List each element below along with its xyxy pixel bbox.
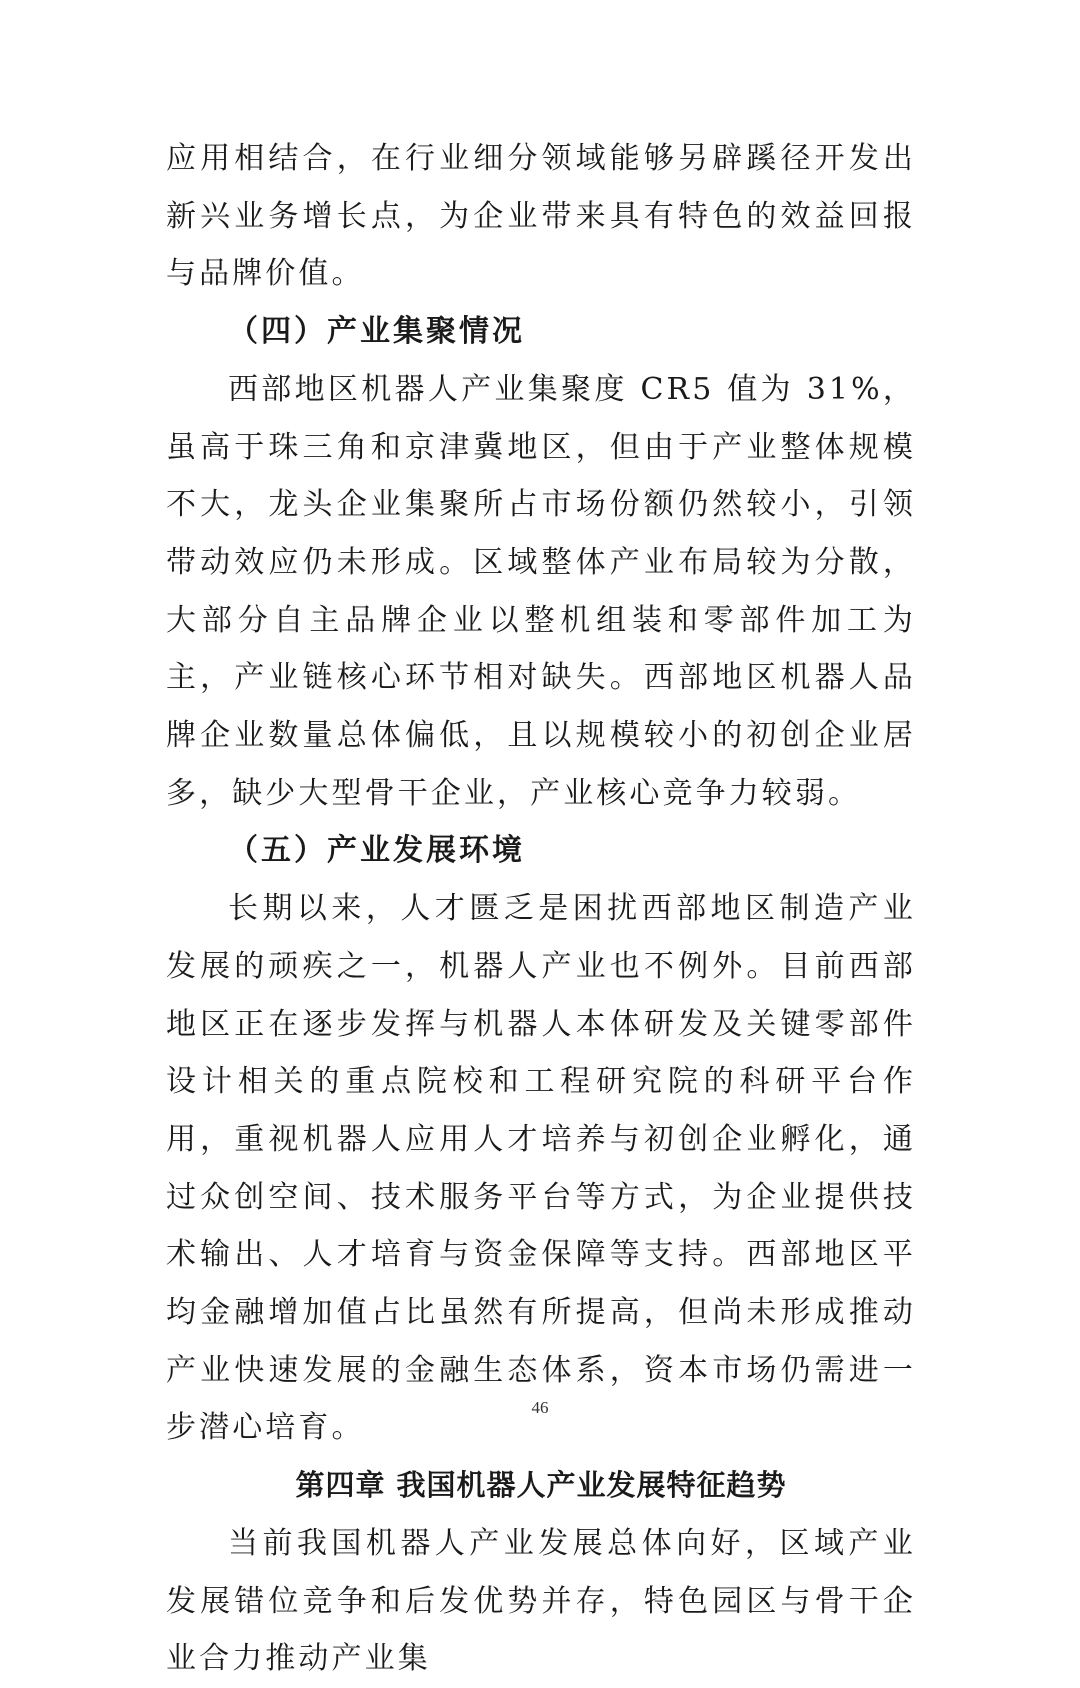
chapter-title: 第四章 我国机器人产业发展特征趋势 — [295, 1468, 787, 1503]
page-body — [166, 130, 916, 1688]
paragraph-continuation: 应用相结合，在行业细分领域能够另辟蹊径开发出新兴业务增长点，为企业带来具有特色的效益回报与品牌价值。 — [166, 141, 916, 292]
paragraph-industry-clustering: 西部地区机器人产业集聚度 CR5 值为 31%，虽高于珠三角和京津冀地区，但由于产业整体规模不大，龙头企业集聚所占市场份额仍然较小，引领带动效应仍未形成。区域整体产业布局较为分散，大部分自主品牌企业以整机组装和零部件加工为主，产业链核心环节相对缺失。西部地区机器人品牌企业数量总体偏低，且以规模较小的初创企业居多，缺少大型骨干企业，产业核心竞争力较弱。 — [166, 371, 916, 811]
section-heading-industry-clustering: （四）产业集聚情况 — [228, 314, 525, 350]
section-heading-development-environment: （五）产业发展环境 — [228, 833, 525, 869]
paragraph-chapter-intro: 当前我国机器人产业发展总体向好，区域产业发展错位竞争和后发优势并存，特色园区与骨干企业合力推动产业集 — [166, 1525, 916, 1677]
paragraph-development-environment: 长期以来，人才匮乏是困扰西部地区制造产业发展的顽疾之一，机器人产业也不例外。目前西部地区正在逐步发挥与机器人本体研发及关键零部件设计相关的重点院校和工程研究院的科研平台作用，重视机器人应用人才培养与初创企业孵化，通过众创空间、技术服务平台等方式，为企业提供技术输出、人才培育与资金保障等支持。西部地区平均金融增加值占比虽然有所提高，但尚未形成推动产业快速发展的金融生态体系，资本市场仍需进一步潜心培育。 — [166, 891, 916, 1446]
page-number: 46 — [531, 1398, 549, 1417]
